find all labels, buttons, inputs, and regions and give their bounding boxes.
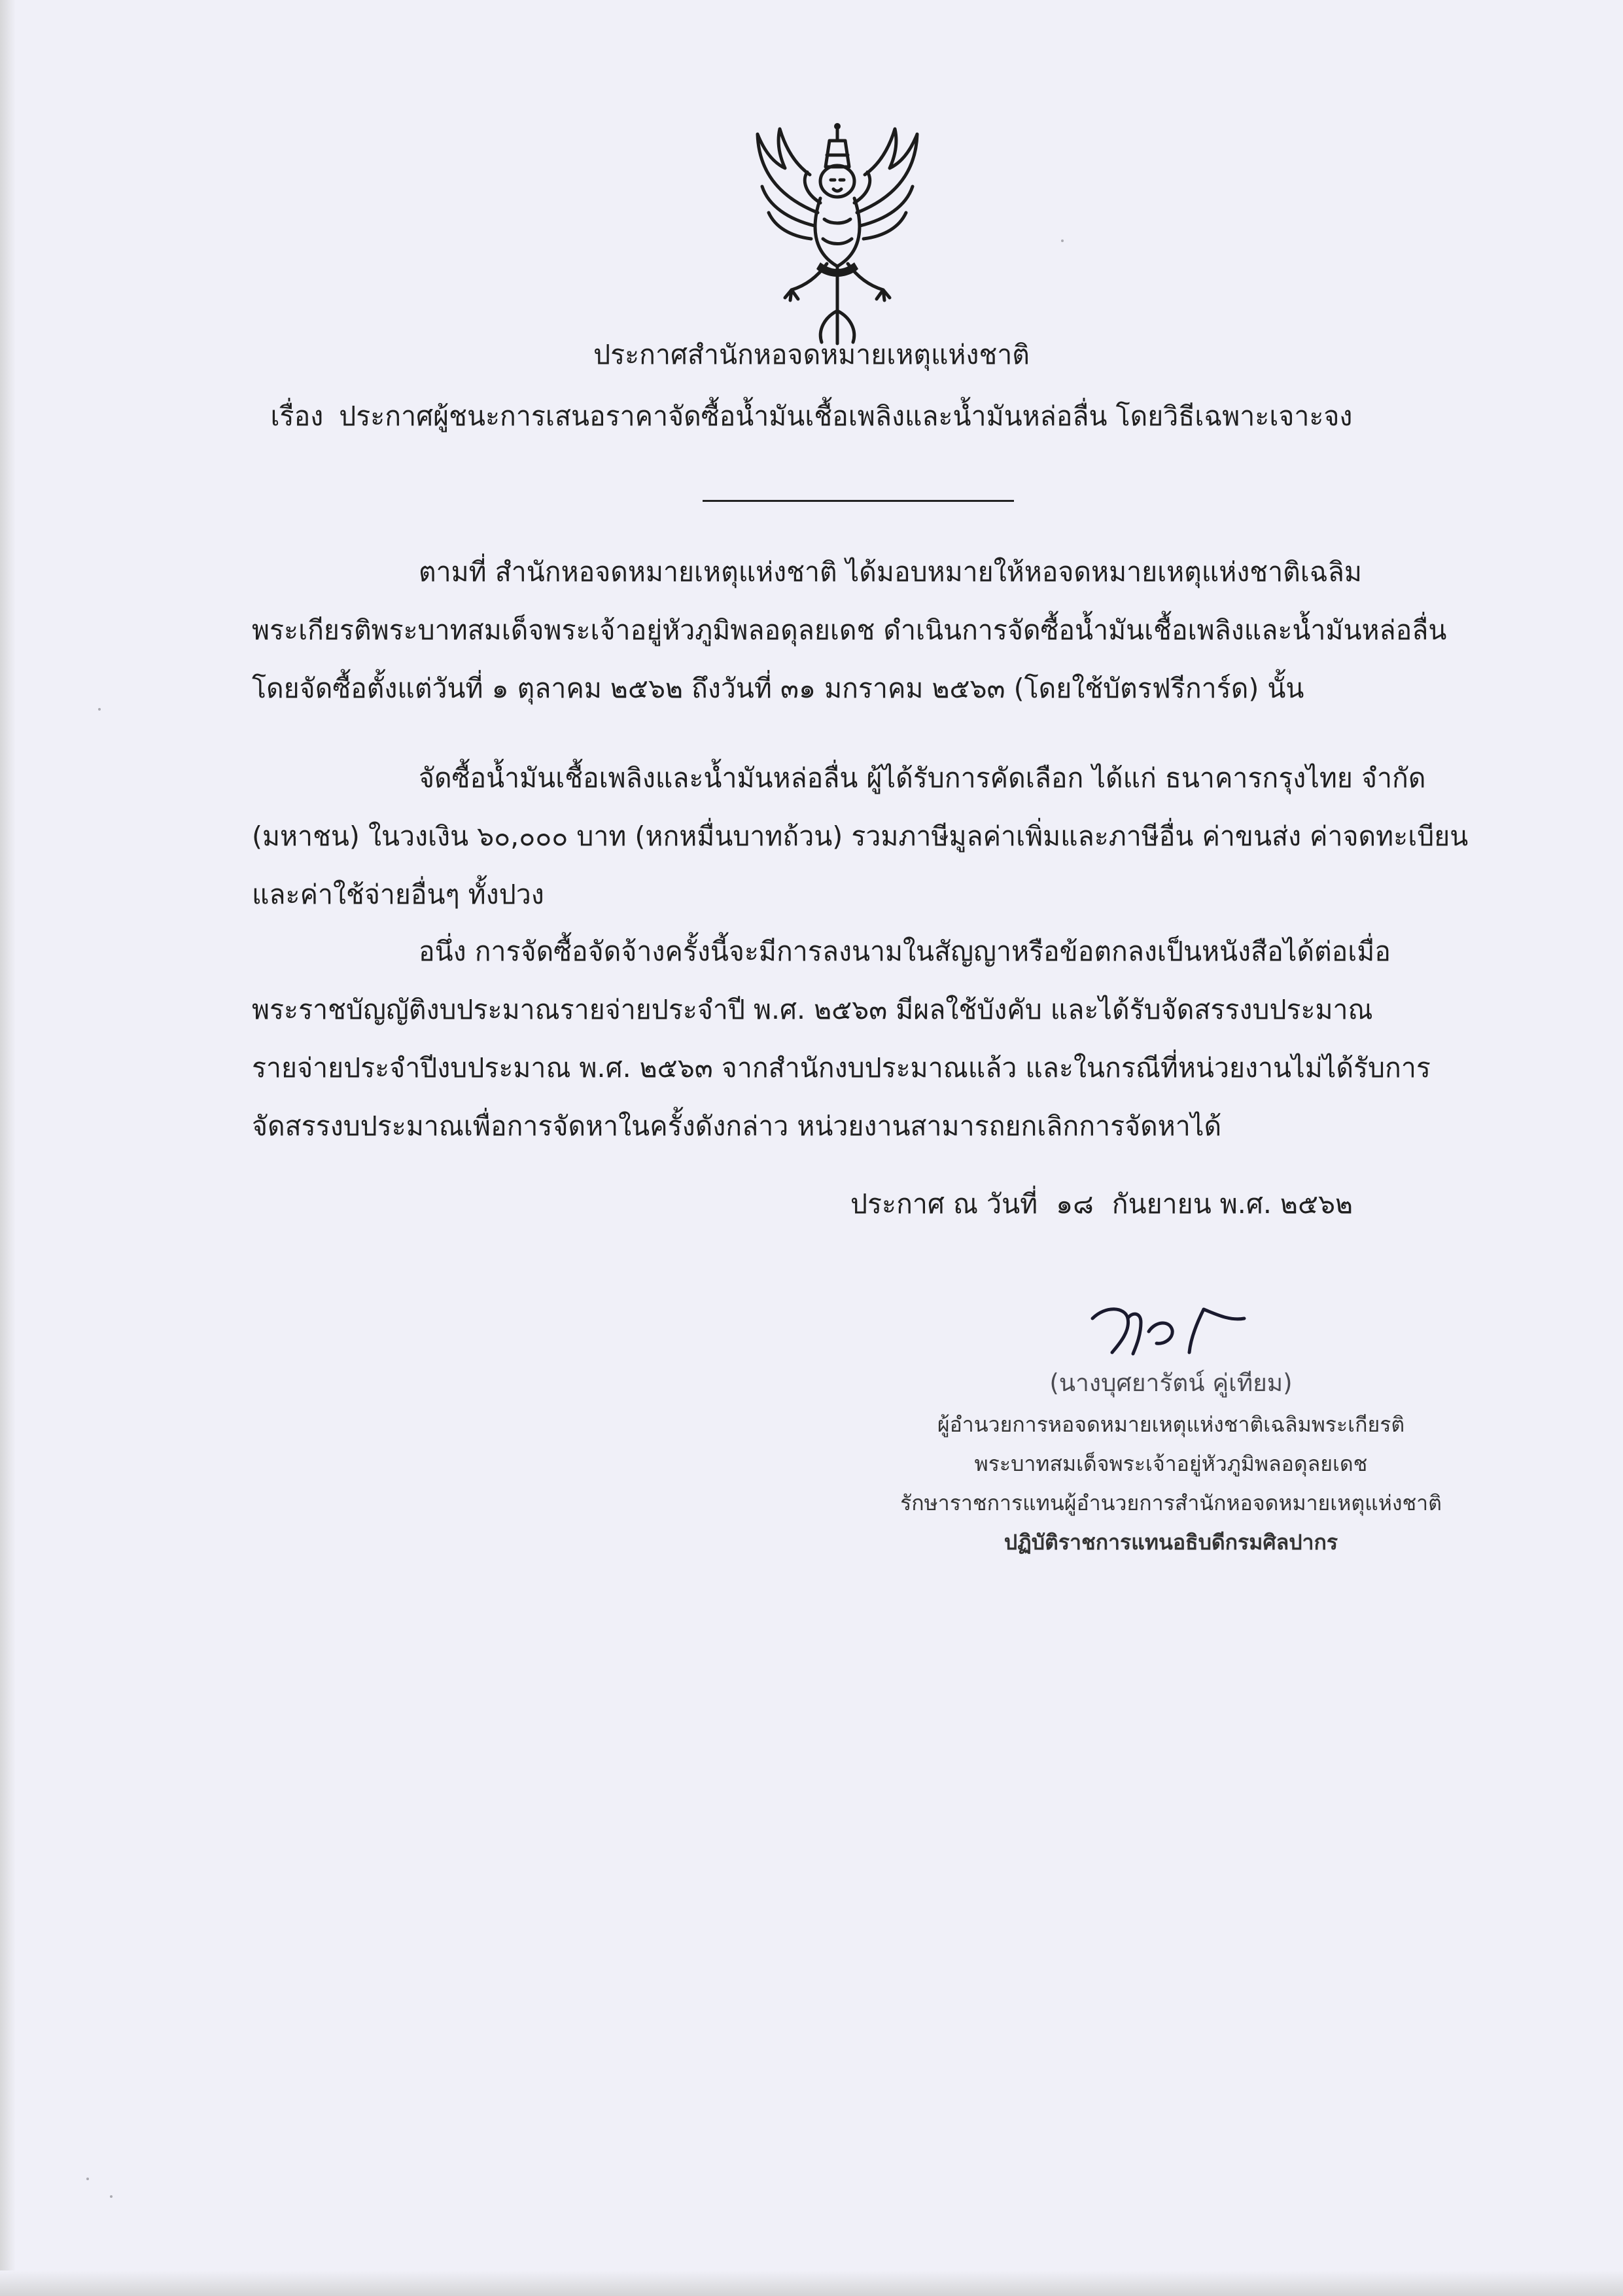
scan-shadow-bottom [0, 2270, 1623, 2296]
subject-label: เรื่อง [270, 400, 324, 432]
paragraph-line: รายจ่ายประจำปีงบประมาณ พ.ศ. ๒๕๖๓ จากสำนักงบประมาณแล้ว และในกรณีที่หน่วยงานไม่ได้รับการ [252, 1052, 1431, 1084]
paragraph-2 [252, 749, 1469, 924]
paragraph-line: (มหาชน) ในวงเงิน ๖๐,๐๐๐ บาท (หกหมื่นบาทถ้วน) รวมภาษีมูลค่าเพิ่มและภาษีอื่น ค่าขนส่ง ค่าจดทะเบียน [252, 821, 1469, 852]
document-subject [0, 397, 1623, 436]
scan-speck [110, 2195, 113, 2198]
paragraph-line: และค่าใช้จ่ายอื่นๆ ทั้งปวง [252, 879, 544, 910]
handwritten-signature-icon [1073, 1292, 1269, 1371]
document-title: ประกาศสำนักหอจดหมายเหตุแห่งชาติ [593, 339, 1030, 370]
title-underline [703, 500, 1014, 502]
date-prefix: ประกาศ ณ วันที่ [850, 1188, 1038, 1220]
paragraph-line: พระเกียรติพระบาทสมเด็จพระเจ้าอยู่หัวภูมิพลอดุลยเดช ดำเนินการจัดซื้อน้ำมันเชื้อเพลิงและน้ำมันหล่อลื่น [252, 614, 1447, 646]
paragraph-line: โดยจัดซื้อตั้งแต่วันที่ ๑ ตุลาคม ๒๕๖๒ ถึงวันที่ ๓๑ มกราคม ๒๕๖๓ (โดยใช้บัตรฟรีการ์ด) นั้น [252, 673, 1304, 704]
paragraph-line: จัดสรรงบประมาณเพื่อการจัดหาในครั้งดังกล่าว หน่วยงานสามารถยกเลิกการจัดหาได้ [252, 1110, 1222, 1142]
paragraph-line: พระราชบัญญัติงบประมาณรายจ่ายประจำปี พ.ศ. ๒๕๖๓ มีผลใช้บังคับ และได้รับจัดสรรงบประมาณ [252, 994, 1373, 1025]
signatory-position: ปฏิบัติราชการแทนอธิบดีกรมศิลปากร [1003, 1530, 1338, 1555]
announcement-date [850, 1184, 1371, 1224]
paragraph-line: อนึ่ง การจัดซื้อจัดจ้างครั้งนี้จะมีการลงนามในสัญญาหรือข้อตกลงเป็นหนังสือได้ต่อเมื่อ [419, 936, 1391, 967]
subject-text: ประกาศผู้ชนะการเสนอราคาจัดซื้อน้ำมันเชื้อเพลิงและน้ำมันหล่อลื่น โดยวิธีเฉพาะเจาะจง [339, 400, 1353, 432]
scan-speck [1061, 239, 1064, 242]
signatory-position: ผู้อำนวยการหอจดหมายเหตุแห่งชาติเฉลิมพระเกียรติ [937, 1412, 1405, 1437]
date-month-year: กันยายน พ.ศ. ๒๕๖๒ [1111, 1188, 1353, 1220]
date-day: ๑๘ [1056, 1188, 1094, 1220]
garuda-emblem-icon [739, 115, 935, 350]
paragraph-1 [252, 543, 1469, 718]
signatory-position: พระบาทสมเด็จพระเจ้าอยู่หัวภูมิพลอดุลยเดช [974, 1451, 1368, 1476]
paragraph-line: ตามที่ สำนักหอจดหมายเหตุแห่งชาติ ได้มอบหมายให้หอจดหมายเหตุแห่งชาติเฉลิม [419, 556, 1362, 588]
paragraph-3 [252, 923, 1469, 1156]
signatory-position: รักษาราชการแทนผู้อำนวยการสำนักหอจดหมายเหตุแห่งชาติ [900, 1491, 1442, 1515]
scan-speck [98, 708, 101, 711]
signatory-name: (นางบุศยารัตน์ คู่เทียม) [1049, 1369, 1293, 1397]
scan-speck [86, 2178, 89, 2180]
paragraph-line: จัดซื้อน้ำมันเชื้อเพลิงและน้ำมันหล่อลื่น ผู้ได้รับการคัดเลือก ได้แก่ ธนาคารกรุงไทย จำกัด [419, 762, 1426, 794]
